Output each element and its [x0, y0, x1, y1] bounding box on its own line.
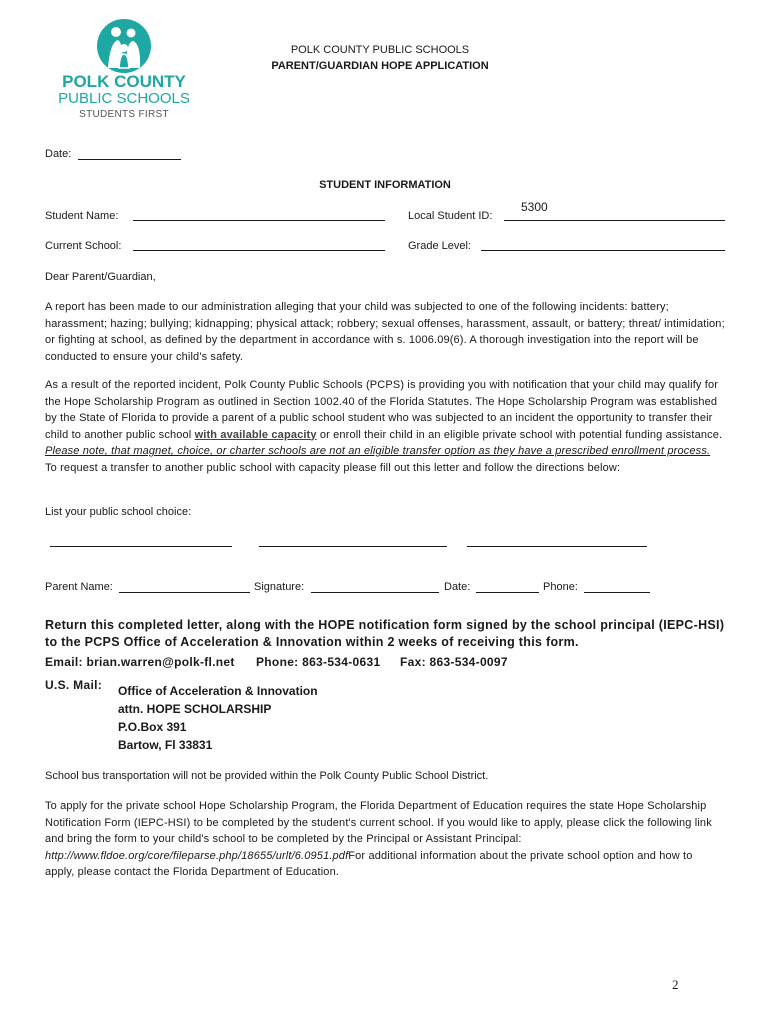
- local-id-label: Local Student ID:: [408, 210, 493, 222]
- school-choice-1-field[interactable]: [50, 546, 232, 547]
- phone-field[interactable]: [584, 592, 650, 593]
- private-paragraph-text-a: To apply for the private school Hope Scholarship Program, the Florida Department of Education requires the state Hope Scholarship Notification Form (IEPC-HSI) to be completed by the student's current school. If you would like to apply, please click the following link and bring the form to your child's school to be completed by the Principal or Assistant Principal:: [45, 800, 712, 845]
- capacity-emphasis: with available capacity: [194, 428, 317, 441]
- mail-line-1: Office of Acceleration & Innovation: [118, 684, 318, 698]
- mail-line-2: attn. HOPE SCHOLARSHIP: [118, 702, 272, 716]
- page-title: PARENT/GUARDIAN HOPE APPLICATION: [271, 60, 489, 72]
- contact-email: Email: brian.warren@polk-fl.net: [45, 655, 235, 669]
- mail-line-4: Bartow, Fl 33831: [118, 738, 213, 752]
- transfer-note: Please note, that magnet, choice, or charter schools are not an eligible transfer option as they have a prescribed enrollment process.: [45, 445, 711, 457]
- fldoe-link[interactable]: http://www.fldoe.org/core/fileparse.php/18655/urlt/6.0951.pdf: [45, 849, 349, 862]
- date-label: Date:: [45, 148, 72, 160]
- logo-tagline: STUDENTS FIRST: [79, 109, 169, 120]
- grade-level-label: Grade Level:: [408, 240, 471, 252]
- hope-paragraph-text-c: To request a transfer to another public school with capacity please fill out this letter and follow the directions below:: [45, 461, 621, 474]
- section-title: STUDENT INFORMATION: [319, 179, 451, 191]
- mail-line-3: P.O.Box 391: [118, 720, 187, 734]
- local-id-field[interactable]: [504, 220, 725, 221]
- bus-note: School bus transportation will not be provided within the Polk County Public School District.: [45, 770, 489, 782]
- logo-text-county: POLK COUNTY: [62, 72, 186, 91]
- logo-text-schools: PUBLIC SCHOOLS: [58, 90, 190, 107]
- hope-paragraph-text-b: or enroll their child in an eligible private school with potential funding assistance.: [316, 428, 723, 441]
- private-school-paragraph: [45, 798, 725, 881]
- contact-phone: Phone: 863-534-0631: [256, 655, 381, 669]
- grade-level-field[interactable]: [481, 250, 725, 251]
- school-choice-2-field[interactable]: [259, 546, 447, 547]
- school-choice-label: List your public school choice:: [45, 506, 192, 518]
- current-school-label: Current School:: [45, 240, 122, 252]
- student-name-label: Student Name:: [45, 210, 119, 222]
- parent-date-label: Date:: [444, 581, 471, 593]
- signature-field[interactable]: [311, 592, 439, 593]
- hope-paragraph: [45, 377, 725, 476]
- student-name-field[interactable]: [133, 220, 385, 221]
- hope-paragraph-text-a: As a result of the reported incident, Polk County Public Schools (PCPS) is providing you with notification that your child may qualify for the Hope Scholarship Program as outlined in Section 1002.40 of the Florida Statutes. The Hope Scholarship Program was established by the State of Florida to provide a parent of a public school student who was subjected to an incident the opportunity to transfer their child to another public school: [45, 379, 719, 441]
- signature-label: Signature:: [254, 581, 305, 593]
- page-number: 2: [672, 977, 679, 992]
- salutation: Dear Parent/Guardian,: [45, 271, 156, 283]
- parent-date-field[interactable]: [476, 592, 539, 593]
- private-paragraph-text-b: For additional information about the private school option and how to apply, please contact the Florida Department of Education.: [45, 849, 693, 878]
- parent-name-field[interactable]: [119, 592, 250, 593]
- local-id-value: 5300: [521, 200, 548, 214]
- incident-paragraph: A report has been made to our administration alleging that your child was subjected to one of the following incidents: battery; harassment; hazing; bullying; kidnapping; physical attack; robbery; sexual offenses, harassment, assault, or battery; threat/ intimidation; or fighting at school, as defined by the department in accordance with s. 1006.09(6). A thorough investigation into the report will be conducted to ensure your child's safety.: [45, 301, 725, 363]
- parent-name-label: Parent Name:: [45, 581, 113, 593]
- school-choice-3-field[interactable]: [467, 546, 647, 547]
- mail-label: U.S. Mail:: [45, 678, 103, 692]
- district-logo: [58, 18, 193, 120]
- date-field[interactable]: [78, 159, 181, 160]
- phone-label: Phone:: [543, 581, 578, 593]
- district-name: POLK COUNTY PUBLIC SCHOOLS: [290, 44, 470, 56]
- current-school-field[interactable]: [133, 250, 385, 251]
- people-logo-icon: [96, 18, 152, 74]
- return-instructions: Return this completed letter, along with the HOPE notification form signed by the school principal (IEPC-HSI) to the PCPS Office of Acceleration & Innovation within 2 weeks of receiving this form.: [45, 618, 725, 649]
- contact-fax: Fax: 863-534-0097: [400, 655, 508, 669]
